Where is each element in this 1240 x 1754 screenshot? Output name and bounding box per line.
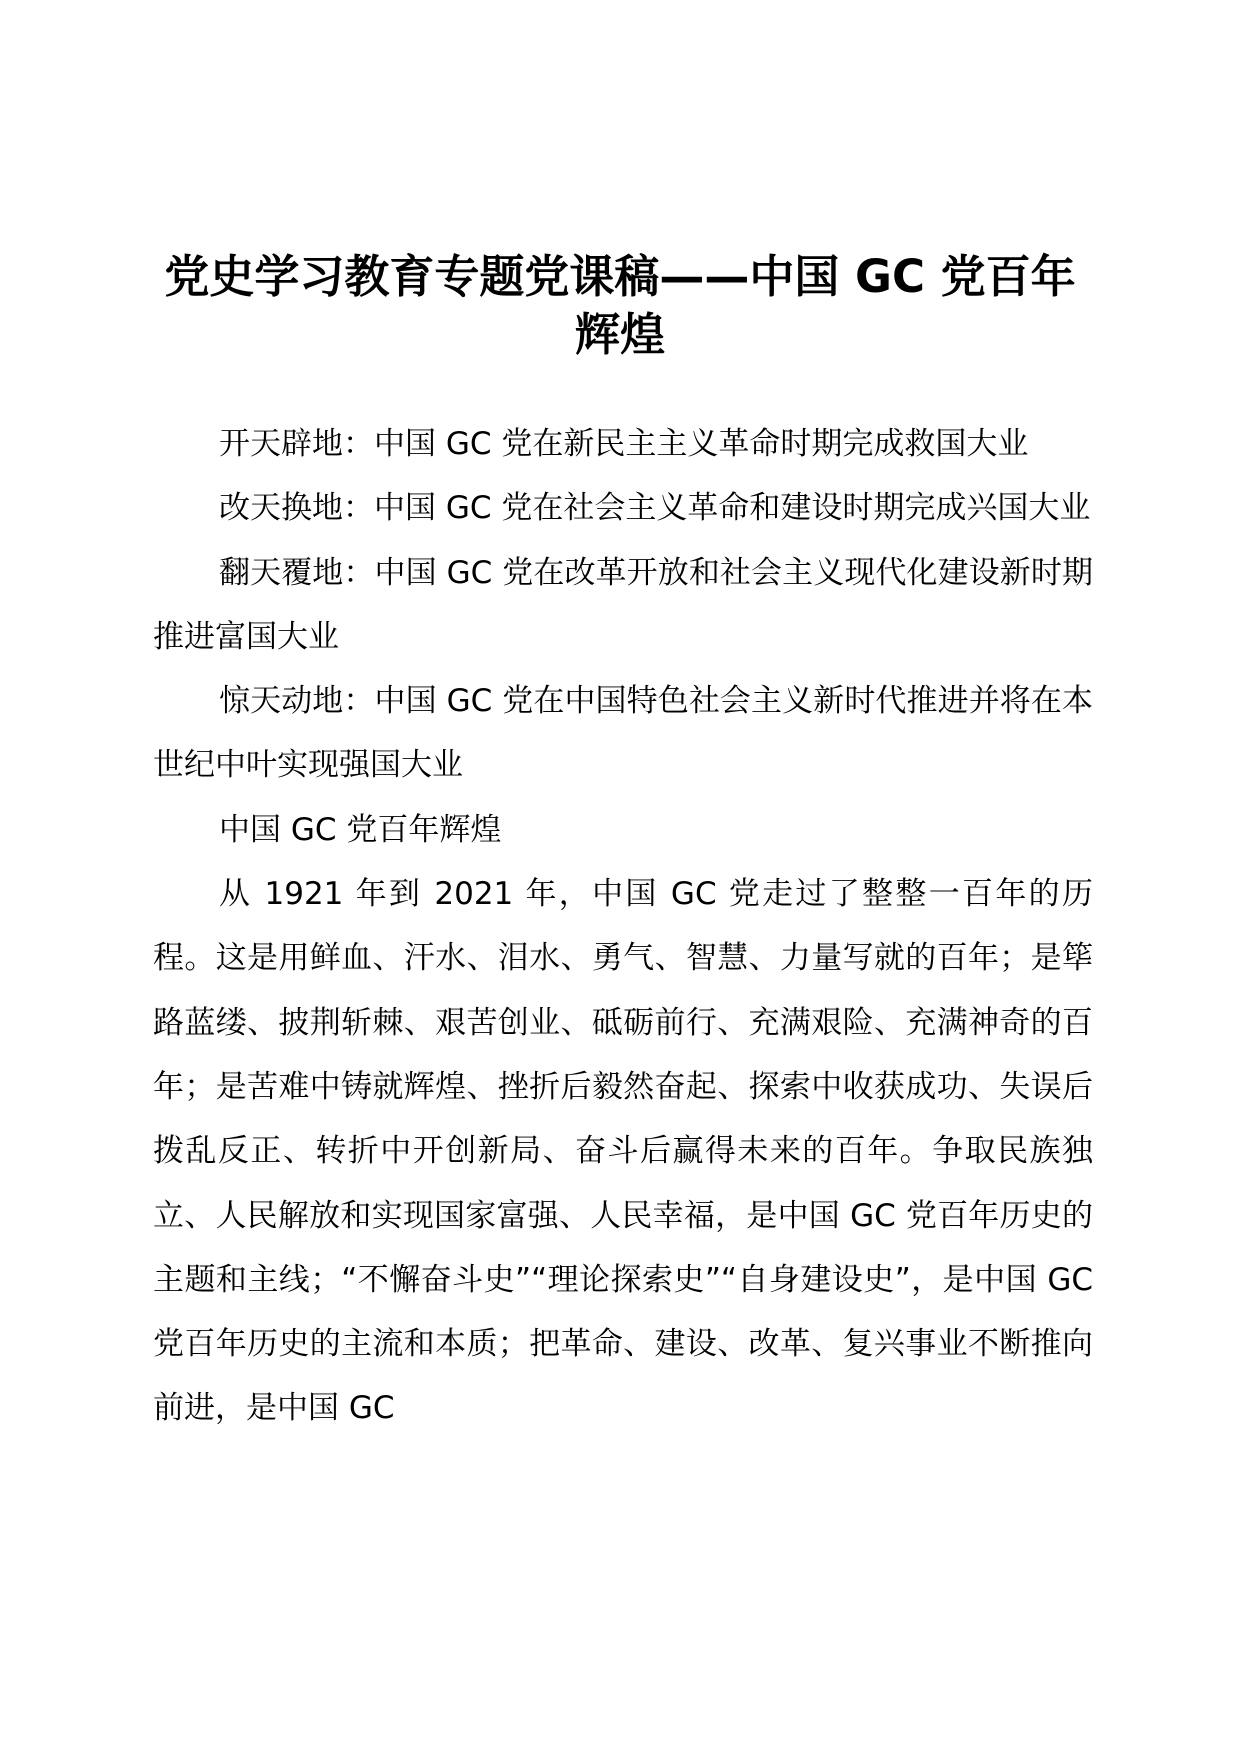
- paragraph-heading-kaitian: 开天辟地：中国 GC 党在新民主主义革命时期完成救国大业: [219, 426, 1029, 462]
- paragraph-heading-gaitian: 改天换地：中国 GC 党在社会主义革命和建设时期完成兴国大业: [219, 490, 1091, 527]
- title-line-1: 党史学习教育专题党课稿——中国 GC 党百年: [164, 250, 1076, 303]
- title-line-2: 辉煌: [574, 308, 665, 361]
- paragraph-heading-fantian: 翻天覆地：中国 GC 党在改革开放和社会主义现代化建设新时期推进富国大业: [153, 554, 1093, 655]
- section-heading: 中国 GC 党百年辉煌: [219, 811, 502, 848]
- body-paragraph: 从 1921 年到 2021 年，中国 GC 党走过了整整一百年的历程。这是用鲜血、汗水、泪水、勇气、智慧、力量写就的百年；是筚路蓝缕、披荆斩棘、艰苦创业、砥砺前行、充满艰险、充满神奇的百年；是苦难中铸就辉煌、挫折后毅然奋起、探索中收获成功、失误后拨乱反正、转折中开创新局、奋斗后赢得未来的百年。争取民族独立、人民解放和实现国家富强、人民幸福，是中国 GC 党百年历史的主题和主线；“不懈奋斗史”“理论探索史”“自身建设史”，是中国 GC 党百年历史的主流和本质；把革命、建设、改革、复兴事业不断推向前进，是中国 GC: [153, 876, 1093, 1427]
- document-title: [140, 248, 1100, 364]
- paragraph-heading-jingtian: 惊天动地：中国 GC 党在中国特色社会主义新时代推进并将在本世纪中叶实现强国大业: [153, 683, 1093, 784]
- document-body: [153, 412, 1093, 1441]
